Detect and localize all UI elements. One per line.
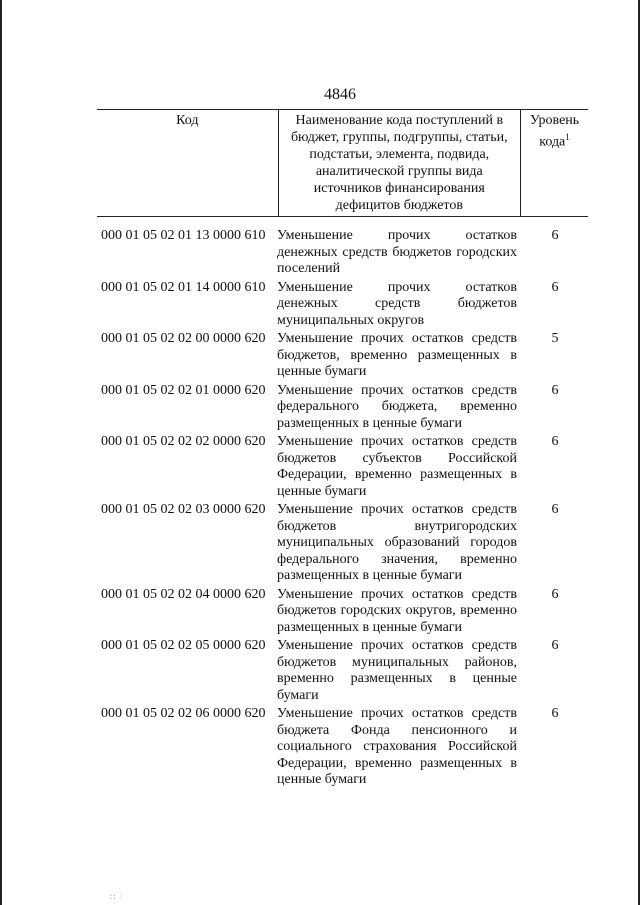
row-code: 000 01 05 02 02 02 0000 620 bbox=[101, 434, 266, 449]
header-level bbox=[521, 110, 588, 217]
table-row bbox=[101, 331, 593, 381]
row-code: 000 01 05 02 02 06 0000 620 bbox=[101, 706, 266, 721]
header-level-label: Уровень кода bbox=[529, 113, 580, 150]
row-name: Уменьшение прочих остатков средств бюджетов, временно размещенных в ценные бумаги bbox=[277, 331, 517, 379]
table-header bbox=[97, 109, 588, 217]
table-row bbox=[101, 434, 593, 500]
table-row bbox=[101, 502, 593, 585]
row-level: 6 bbox=[551, 434, 559, 449]
header-level-footnote: 1 bbox=[565, 132, 570, 142]
row-code: 000 01 05 02 02 05 0000 620 bbox=[101, 638, 266, 653]
table-row bbox=[101, 228, 593, 278]
row-name: Уменьшение прочих остатков средств федерального бюджета, временно размещенных в ценные бумаги bbox=[277, 382, 517, 431]
table-row bbox=[101, 587, 593, 637]
table-body bbox=[101, 228, 593, 791]
row-name: Уменьшение прочих остатков средств бюджетов городских округов, временно размещенных в ценные бумаги bbox=[277, 586, 517, 635]
row-name: Уменьшение прочих остатков средств бюджетов муниципальных районов, временно размещенных в ценные бумаги bbox=[277, 638, 517, 703]
row-name: Уменьшение прочих остатков средств бюджетов субъектов Российской Федерации, временно размещенных в ценные бумаги bbox=[277, 434, 517, 499]
row-code: 000 01 05 02 02 01 0000 620 bbox=[101, 382, 266, 398]
table-row bbox=[101, 280, 593, 330]
row-code: 000 01 05 02 01 13 0000 610 bbox=[101, 228, 266, 243]
row-code: 000 01 05 02 01 14 0000 610 bbox=[101, 279, 266, 295]
table-row bbox=[101, 638, 593, 704]
row-level: 6 bbox=[551, 382, 559, 398]
row-code: 000 01 05 02 02 03 0000 620 bbox=[101, 502, 266, 517]
page-number: 4846 bbox=[324, 86, 356, 103]
row-code: 000 01 05 02 02 04 0000 620 bbox=[101, 586, 266, 602]
row-name: Уменьшение прочих остатков средств бюджетов внутригородских муниципальных образований городов федерального значения, временно размещенных в ценные бумаги bbox=[277, 502, 517, 583]
row-code: 000 01 05 02 02 00 0000 620 bbox=[101, 331, 266, 346]
header-code: Код bbox=[97, 110, 278, 217]
scan-mark: :: · bbox=[110, 892, 124, 901]
row-level: 5 bbox=[551, 331, 559, 346]
row-level: 6 bbox=[551, 228, 559, 243]
row-name: Уменьшение прочих остатков средств бюджета Фонда пенсионного и социального страхования Российской Федерации, временно размещенных в ценные бумаги bbox=[277, 706, 517, 787]
table-row bbox=[101, 706, 593, 789]
row-level: 6 bbox=[551, 586, 559, 602]
row-level: 6 bbox=[551, 279, 559, 295]
row-name: Уменьшение прочих остатков денежных средств бюджетов городских поселений bbox=[277, 228, 517, 276]
row-name: Уменьшение прочих остатков денежных средств бюджетов муниципальных округов bbox=[277, 279, 517, 328]
row-level: 6 bbox=[551, 502, 559, 517]
row-level: 6 bbox=[551, 706, 559, 721]
header-name: Наименование кода поступлений в бюджет, группы, подгруппы, статьи, подстатьи, элемента, подвида, аналитической группы вида источников финансирования дефицитов бюджетов bbox=[278, 110, 520, 217]
table-row bbox=[101, 383, 593, 433]
row-level: 6 bbox=[551, 638, 559, 653]
